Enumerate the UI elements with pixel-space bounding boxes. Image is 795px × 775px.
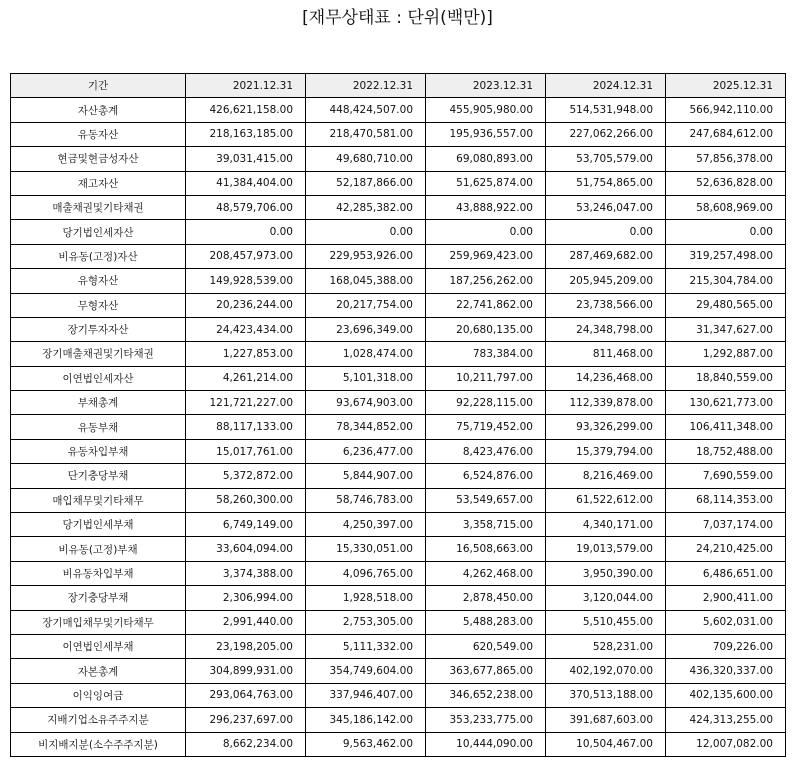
row-label: 이연법인세자산 [11, 366, 186, 390]
table-row [11, 561, 786, 585]
value-cell: 22,741,862.00 [426, 293, 546, 317]
row-label: 단기충당부채 [11, 464, 186, 488]
value-cell: 31,347,627.00 [666, 317, 786, 341]
value-cell: 33,604,094.00 [186, 537, 306, 561]
value-cell: 18,752,488.00 [666, 439, 786, 463]
value-cell: 319,257,498.00 [666, 244, 786, 268]
value-cell: 247,684,612.00 [666, 122, 786, 146]
value-cell: 187,256,262.00 [426, 269, 546, 293]
table-header-row [11, 74, 786, 98]
value-cell: 93,674,903.00 [306, 391, 426, 415]
value-cell: 353,233,775.00 [426, 708, 546, 732]
table-row [11, 659, 786, 683]
value-cell: 5,602,031.00 [666, 610, 786, 634]
value-cell: 391,687,603.00 [546, 708, 666, 732]
value-cell: 1,028,474.00 [306, 342, 426, 366]
value-cell: 29,480,565.00 [666, 293, 786, 317]
value-cell: 4,250,397.00 [306, 513, 426, 537]
value-cell: 3,374,388.00 [186, 561, 306, 585]
value-cell: 43,888,922.00 [426, 195, 546, 219]
value-cell: 49,680,710.00 [306, 147, 426, 171]
value-cell: 354,749,604.00 [306, 659, 426, 683]
value-cell: 2,900,411.00 [666, 586, 786, 610]
value-cell: 58,746,783.00 [306, 488, 426, 512]
row-label: 비유동차입부채 [11, 561, 186, 585]
value-cell: 8,423,476.00 [426, 439, 546, 463]
value-cell: 61,522,612.00 [546, 488, 666, 512]
row-label: 자산총계 [11, 98, 186, 122]
table-row [11, 439, 786, 463]
value-cell: 5,844,907.00 [306, 464, 426, 488]
header-period: 기간 [11, 74, 186, 98]
value-cell: 23,738,566.00 [546, 293, 666, 317]
row-label: 매입채무및기타채무 [11, 488, 186, 512]
table-row [11, 586, 786, 610]
row-label: 재고자산 [11, 171, 186, 195]
value-cell: 227,062,266.00 [546, 122, 666, 146]
value-cell: 16,508,663.00 [426, 537, 546, 561]
value-cell: 23,696,349.00 [306, 317, 426, 341]
value-cell: 205,945,209.00 [546, 269, 666, 293]
row-label: 장기매출채권및기타채권 [11, 342, 186, 366]
value-cell: 0.00 [306, 220, 426, 244]
value-cell: 0.00 [426, 220, 546, 244]
value-cell: 75,719,452.00 [426, 415, 546, 439]
value-cell: 1,227,853.00 [186, 342, 306, 366]
table-row [11, 171, 786, 195]
balance-sheet-table [10, 73, 786, 757]
value-cell: 709,226.00 [666, 634, 786, 658]
value-cell: 8,662,234.00 [186, 732, 306, 756]
table-row [11, 195, 786, 219]
value-cell: 426,621,158.00 [186, 98, 306, 122]
row-label: 비유동(고정)부채 [11, 537, 186, 561]
value-cell: 6,486,651.00 [666, 561, 786, 585]
value-cell: 215,304,784.00 [666, 269, 786, 293]
value-cell: 402,135,600.00 [666, 683, 786, 707]
value-cell: 51,754,865.00 [546, 171, 666, 195]
value-cell: 3,358,715.00 [426, 513, 546, 537]
value-cell: 93,326,299.00 [546, 415, 666, 439]
row-label: 유동자산 [11, 122, 186, 146]
value-cell: 287,469,682.00 [546, 244, 666, 268]
value-cell: 402,192,070.00 [546, 659, 666, 683]
value-cell: 259,969,423.00 [426, 244, 546, 268]
value-cell: 52,636,828.00 [666, 171, 786, 195]
table-row [11, 391, 786, 415]
value-cell: 5,101,318.00 [306, 366, 426, 390]
value-cell: 20,680,135.00 [426, 317, 546, 341]
value-cell: 3,120,044.00 [546, 586, 666, 610]
header-year: 2021.12.31 [186, 74, 306, 98]
table-row [11, 708, 786, 732]
value-cell: 218,470,581.00 [306, 122, 426, 146]
value-cell: 12,007,082.00 [666, 732, 786, 756]
value-cell: 53,705,579.00 [546, 147, 666, 171]
table-row [11, 147, 786, 171]
value-cell: 208,457,973.00 [186, 244, 306, 268]
value-cell: 48,579,706.00 [186, 195, 306, 219]
table-row [11, 732, 786, 756]
row-label: 당기법인세부채 [11, 513, 186, 537]
row-label: 장기충당부채 [11, 586, 186, 610]
value-cell: 42,285,382.00 [306, 195, 426, 219]
value-cell: 0.00 [666, 220, 786, 244]
table-row [11, 610, 786, 634]
value-cell: 0.00 [546, 220, 666, 244]
row-label: 현금및현금성자산 [11, 147, 186, 171]
value-cell: 2,753,305.00 [306, 610, 426, 634]
value-cell: 195,936,557.00 [426, 122, 546, 146]
value-cell: 8,216,469.00 [546, 464, 666, 488]
value-cell: 24,210,425.00 [666, 537, 786, 561]
table-row [11, 220, 786, 244]
header-year: 2025.12.31 [666, 74, 786, 98]
value-cell: 304,899,931.00 [186, 659, 306, 683]
value-cell: 58,608,969.00 [666, 195, 786, 219]
value-cell: 218,163,185.00 [186, 122, 306, 146]
value-cell: 10,504,467.00 [546, 732, 666, 756]
table-row [11, 464, 786, 488]
value-cell: 5,111,332.00 [306, 634, 426, 658]
table-row [11, 317, 786, 341]
value-cell: 455,905,980.00 [426, 98, 546, 122]
value-cell: 68,114,353.00 [666, 488, 786, 512]
value-cell: 92,228,115.00 [426, 391, 546, 415]
row-label: 장기투자자산 [11, 317, 186, 341]
value-cell: 6,236,477.00 [306, 439, 426, 463]
value-cell: 6,749,149.00 [186, 513, 306, 537]
value-cell: 4,340,171.00 [546, 513, 666, 537]
row-label: 이연법인세부채 [11, 634, 186, 658]
row-label: 자본총계 [11, 659, 186, 683]
value-cell: 370,513,188.00 [546, 683, 666, 707]
value-cell: 24,423,434.00 [186, 317, 306, 341]
value-cell: 436,320,337.00 [666, 659, 786, 683]
value-cell: 346,652,238.00 [426, 683, 546, 707]
value-cell: 2,878,450.00 [426, 586, 546, 610]
row-label: 유동부채 [11, 415, 186, 439]
table-row [11, 366, 786, 390]
row-label: 부채총계 [11, 391, 186, 415]
value-cell: 20,236,244.00 [186, 293, 306, 317]
value-cell: 18,840,559.00 [666, 366, 786, 390]
table-row [11, 293, 786, 317]
value-cell: 39,031,415.00 [186, 147, 306, 171]
value-cell: 14,236,468.00 [546, 366, 666, 390]
row-label: 매출채권및기타채권 [11, 195, 186, 219]
value-cell: 10,211,797.00 [426, 366, 546, 390]
value-cell: 53,549,657.00 [426, 488, 546, 512]
header-year: 2023.12.31 [426, 74, 546, 98]
table-row [11, 342, 786, 366]
table-row [11, 537, 786, 561]
value-cell: 4,262,468.00 [426, 561, 546, 585]
value-cell: 3,950,390.00 [546, 561, 666, 585]
value-cell: 24,348,798.00 [546, 317, 666, 341]
value-cell: 229,953,926.00 [306, 244, 426, 268]
value-cell: 57,856,378.00 [666, 147, 786, 171]
value-cell: 337,946,407.00 [306, 683, 426, 707]
value-cell: 10,444,090.00 [426, 732, 546, 756]
value-cell: 69,080,893.00 [426, 147, 546, 171]
value-cell: 15,017,761.00 [186, 439, 306, 463]
value-cell: 51,625,874.00 [426, 171, 546, 195]
value-cell: 106,411,348.00 [666, 415, 786, 439]
value-cell: 2,306,994.00 [186, 586, 306, 610]
row-label: 지배기업소유주주지분 [11, 708, 186, 732]
value-cell: 5,372,872.00 [186, 464, 306, 488]
value-cell: 130,621,773.00 [666, 391, 786, 415]
table-row [11, 244, 786, 268]
value-cell: 811,468.00 [546, 342, 666, 366]
table-row [11, 683, 786, 707]
value-cell: 620,549.00 [426, 634, 546, 658]
row-label: 유동차입부채 [11, 439, 186, 463]
value-cell: 448,424,507.00 [306, 98, 426, 122]
value-cell: 41,384,404.00 [186, 171, 306, 195]
table-body [11, 98, 786, 757]
value-cell: 58,260,300.00 [186, 488, 306, 512]
table-row [11, 122, 786, 146]
value-cell: 19,013,579.00 [546, 537, 666, 561]
row-label: 이익잉여금 [11, 683, 186, 707]
value-cell: 15,330,051.00 [306, 537, 426, 561]
value-cell: 296,237,697.00 [186, 708, 306, 732]
value-cell: 149,928,539.00 [186, 269, 306, 293]
value-cell: 5,488,283.00 [426, 610, 546, 634]
value-cell: 1,292,887.00 [666, 342, 786, 366]
value-cell: 23,198,205.00 [186, 634, 306, 658]
value-cell: 363,677,865.00 [426, 659, 546, 683]
value-cell: 15,379,794.00 [546, 439, 666, 463]
page-title: [재무상태표 : 단위(백만)] [302, 8, 493, 28]
table-row [11, 415, 786, 439]
value-cell: 168,045,388.00 [306, 269, 426, 293]
header-year: 2022.12.31 [306, 74, 426, 98]
table-row [11, 513, 786, 537]
table-row [11, 634, 786, 658]
value-cell: 0.00 [186, 220, 306, 244]
value-cell: 9,563,462.00 [306, 732, 426, 756]
table-row [11, 98, 786, 122]
row-label: 무형자산 [11, 293, 186, 317]
value-cell: 293,064,763.00 [186, 683, 306, 707]
table-row [11, 488, 786, 512]
value-cell: 514,531,948.00 [546, 98, 666, 122]
value-cell: 112,339,878.00 [546, 391, 666, 415]
value-cell: 52,187,866.00 [306, 171, 426, 195]
value-cell: 783,384.00 [426, 342, 546, 366]
value-cell: 1,928,518.00 [306, 586, 426, 610]
value-cell: 20,217,754.00 [306, 293, 426, 317]
value-cell: 121,721,227.00 [186, 391, 306, 415]
row-label: 당기법인세자산 [11, 220, 186, 244]
value-cell: 7,037,174.00 [666, 513, 786, 537]
value-cell: 345,186,142.00 [306, 708, 426, 732]
value-cell: 2,991,440.00 [186, 610, 306, 634]
value-cell: 53,246,047.00 [546, 195, 666, 219]
value-cell: 88,117,133.00 [186, 415, 306, 439]
row-label: 유형자산 [11, 269, 186, 293]
value-cell: 6,524,876.00 [426, 464, 546, 488]
row-label: 장기매입채무및기타채무 [11, 610, 186, 634]
header-year: 2024.12.31 [546, 74, 666, 98]
value-cell: 4,096,765.00 [306, 561, 426, 585]
value-cell: 566,942,110.00 [666, 98, 786, 122]
row-label: 비지배지분(소수주주지분) [11, 732, 186, 756]
value-cell: 5,510,455.00 [546, 610, 666, 634]
value-cell: 7,690,559.00 [666, 464, 786, 488]
row-label: 비유동(고정)자산 [11, 244, 186, 268]
value-cell: 424,313,255.00 [666, 708, 786, 732]
value-cell: 528,231.00 [546, 634, 666, 658]
value-cell: 4,261,214.00 [186, 366, 306, 390]
table-row [11, 269, 786, 293]
value-cell: 78,344,852.00 [306, 415, 426, 439]
